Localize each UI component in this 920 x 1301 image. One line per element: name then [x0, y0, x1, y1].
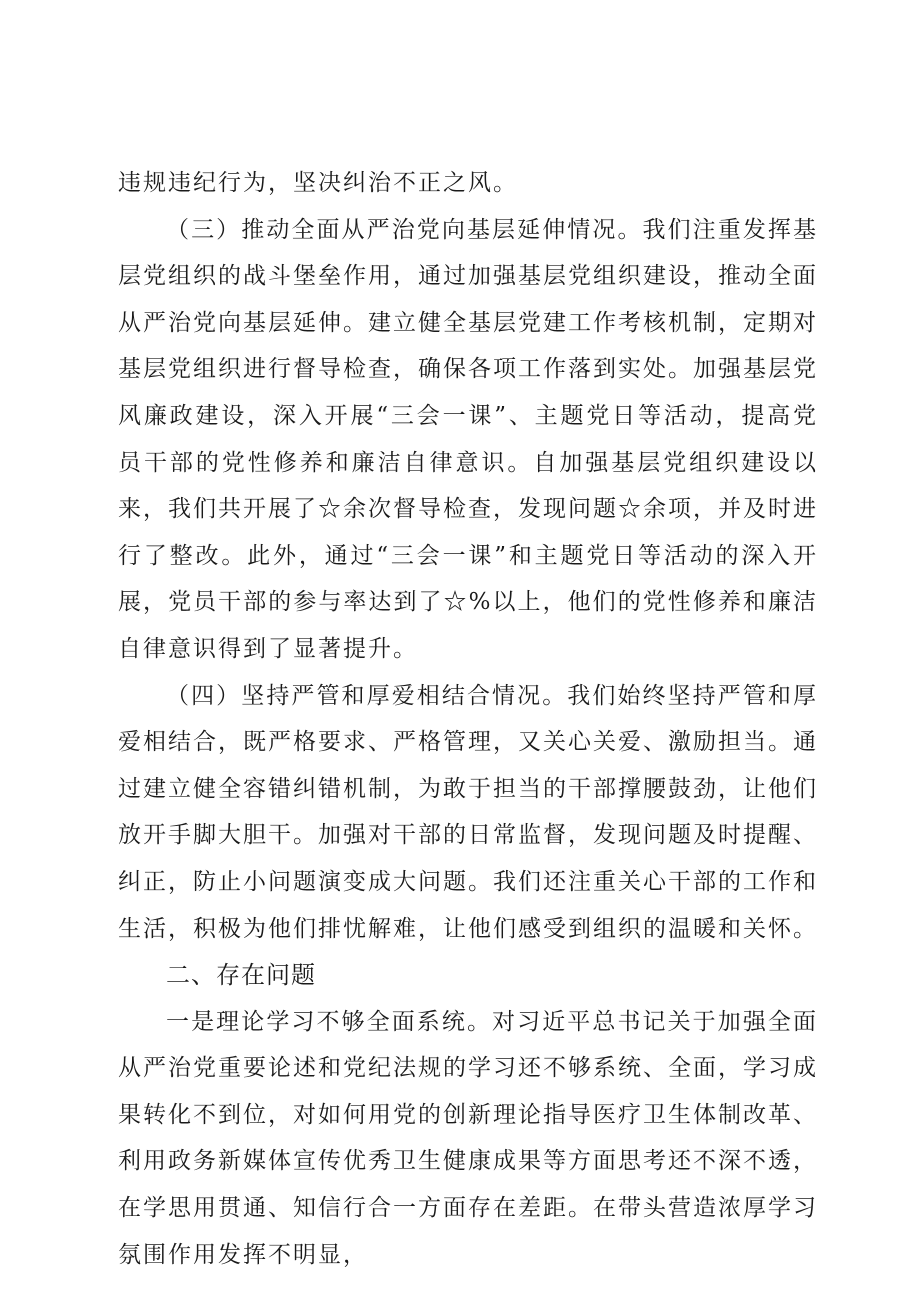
- paragraph-continuation: 违规违纪行为，坚决纠治不正之风。: [118, 170, 518, 196]
- paragraph-issue-one: 一是理论学习不够全面系统。对习近平总书记关于加强全面从严治党重要论述和党纪法规的学习还不够系统、全面，学习成果转化不到位，对如何用党的创新理论指导医疗卫生体制改革、利用政务新媒体宣传优秀卫生健康成果等方面思考还不深不透，在学思用贯通、知信行合一方面存在差距。在带头营造浓厚学习氛围作用发挥不明显，: [118, 1008, 818, 1268]
- document-body: [118, 160, 818, 1278]
- section-heading-issues: 二、存在问题: [166, 961, 316, 990]
- paragraph-section-four: （四）坚持严管和厚爱相结合情况。我们始终坚持严管和厚爱相结合，既严格要求、严格管理，又关心关爱、激励担当。通过建立健全容错纠错机制，为敢于担当的干部撑腰鼓劲，让他们放开手脚大胆干。加强对干部的日常监督，发现问题及时提醒、纠正，防止小问题演变成大问题。我们还注重关心干部的工作和生活，积极为他们排忧解难，让他们感受到组织的温暖和关怀。: [118, 682, 818, 942]
- paragraph-section-three: （三）推动全面从严治党向基层延伸情况。我们注重发挥基层党组织的战斗堡垒作用，通过加强基层党组织建设，推动全面从严治党向基层延伸。建立健全基层党建工作考核机制，定期对基层党组织进行督导检查，确保各项工作落到实处。加强基层党风廉政建设，深入开展“三会一课”、主题党日等活动，提高党员干部的党性修养和廉洁自律意识。自加强基层党组织建设以来，我们共开展了☆余次督导检查，发现问题☆余项，并及时进行了整改。此外，通过“三会一课”和主题党日等活动的深入开展，党员干部的参与率达到了☆%以上，他们的党性修养和廉洁自律意识得到了显著提升。: [118, 216, 818, 662]
